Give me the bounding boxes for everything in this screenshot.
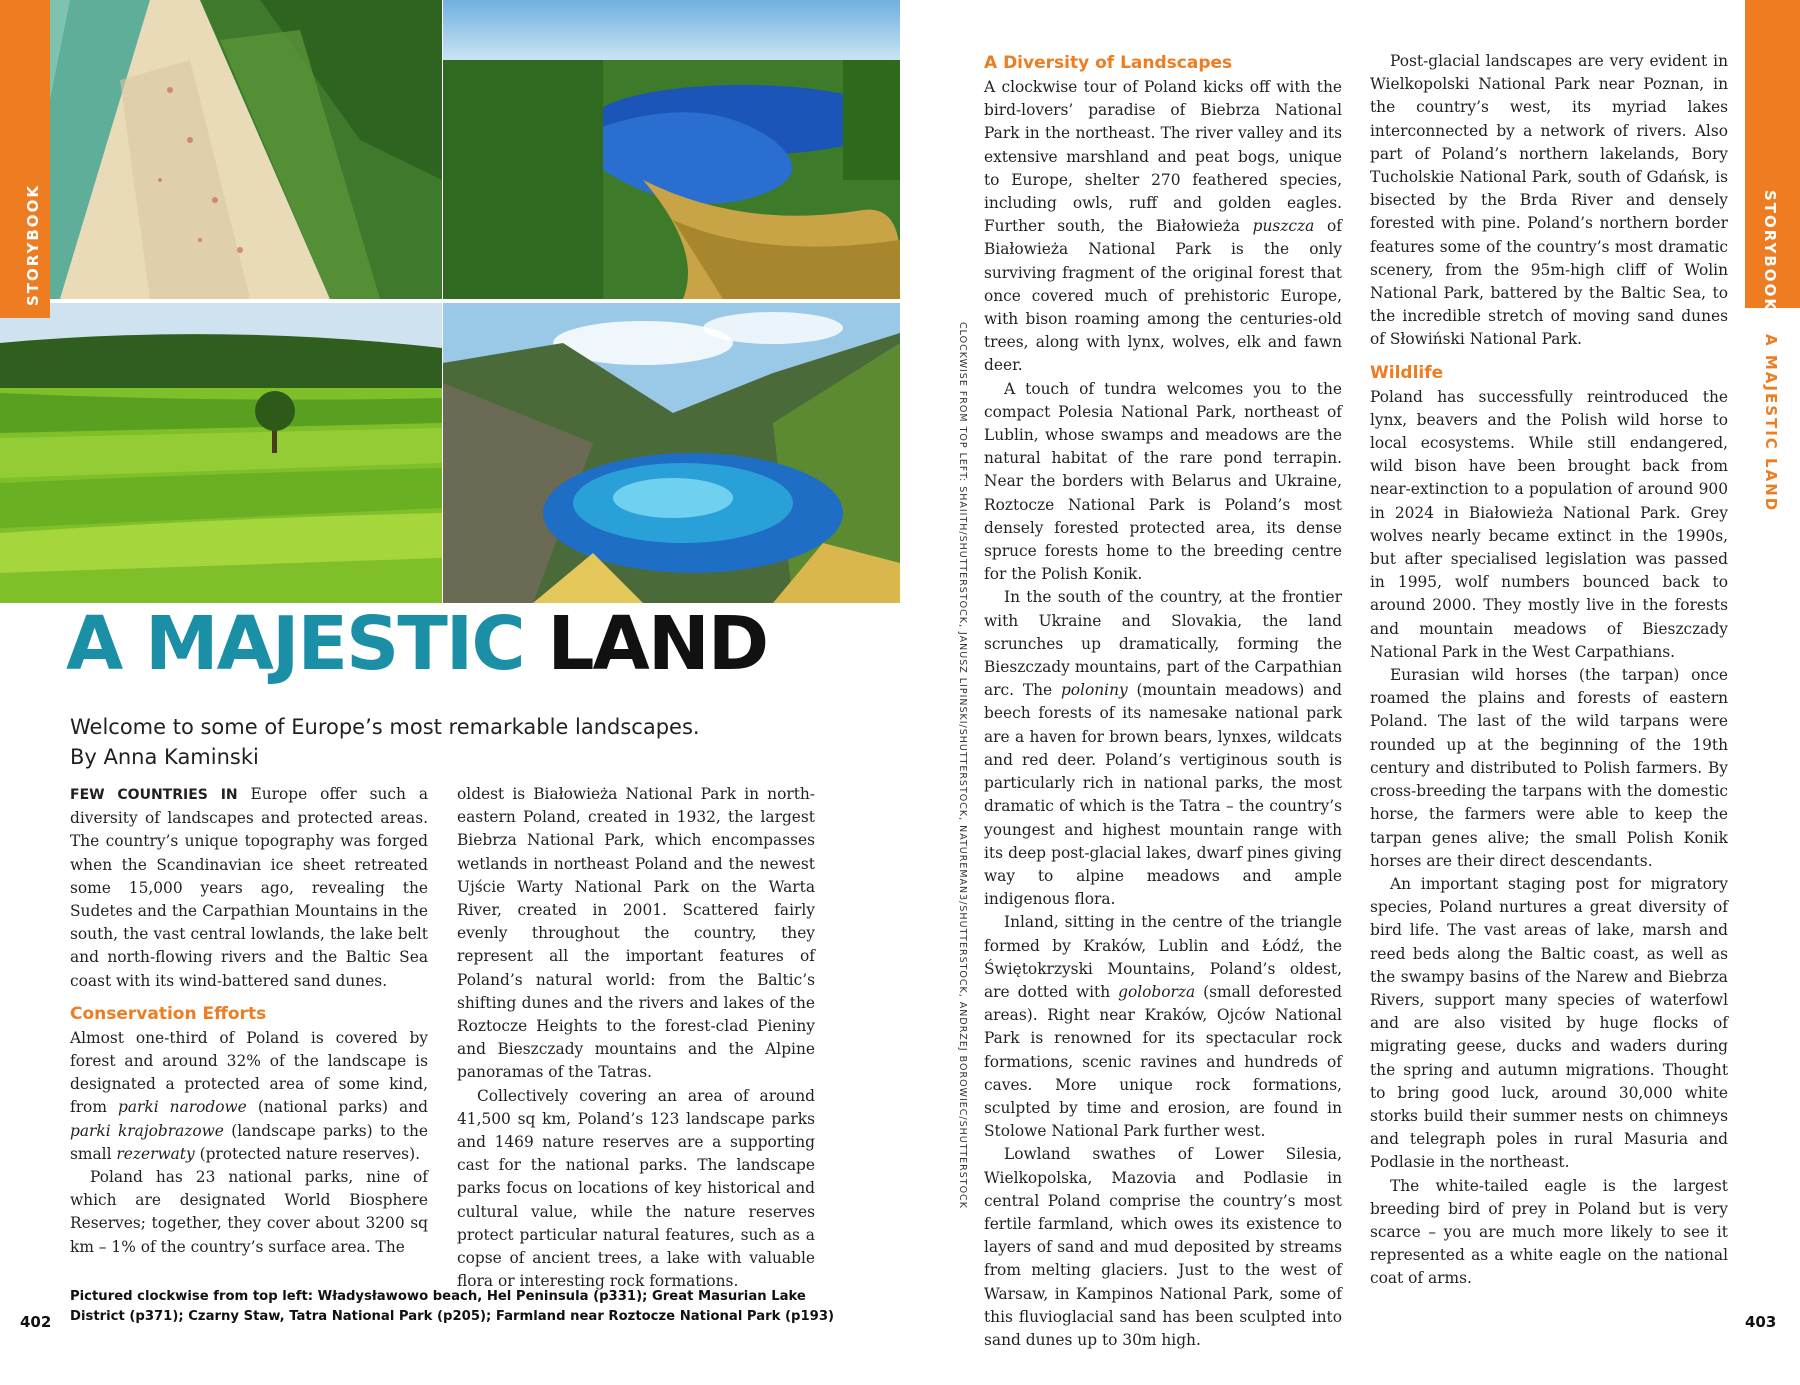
column-4 <box>1370 50 1728 1291</box>
paragraph: The white-tailed eagle is the largest breeding bird of prey in Poland but is very scarce – you are much more likely to see it represented as a white eagle on the national coat of arms. <box>1370 1176 1728 1288</box>
lead-in: FEW COUNTRIES IN <box>70 787 238 803</box>
paragraph: Post-glacial landscapes are very evident in Wielkopolski National Park near Poznan, in the country’s west, its myriad lakes interconnected by a network of rivers. Also part of Poland’s northern lakelands, Bory Tucholskie National Park, south of Gdańsk, is bisected by the Brda River and densely forested with pine. Poland’s northern border features some of the country’s most dramatic scenery, from the 95m-high cliff of Wolin National Park, battered by the Baltic Sea, to the incredible stretch of moving sand dunes of Słowiński National Park. <box>1370 52 1728 349</box>
farmland-photo <box>0 303 442 603</box>
heading-diversity-of-landscapes: A Diversity of Landscapes <box>984 53 1233 73</box>
standfirst-text: Welcome to some of Europe’s most remarkable landscapes. <box>70 715 700 739</box>
paragraph: In the south of the country, at the frontier with Ukraine and Slovakia, the land scrunches up dramatically, forming the Bieszczady mountains, part of the Carpathian arc. The poloniny (mountain meadows) and beech forests of its namesake national park are a haven for brown bears, lynxes, wildcats and red deer. Poland’s vertiginous south is particularly rich in national parks, the most dramatic of which is the Tatra – the country’s youngest and highest mountain range with its deep post-glacial lakes, dwarf pines giving way to alpine meadows and ample indigenous flora. <box>984 588 1342 909</box>
photo-caption: Pictured clockwise from top left: Władysławowo beach, Hel Peninsula (p331); Great Masurian Lake District (p371); Czarny Staw, Tatra National Park (p205); Farmland near Roztocze National Park (p193) <box>70 1289 835 1324</box>
paragraph: Collectively covering an area of around 41,500 sq km, Poland’s 123 landscape parks and 1469 nature reserves are a supporting cast for the national parks. The landscape parks focus on locations of key historical and cultural value, while the nature reserves protect particular natural features, such as a copse of ancient trees, a lake with valuable flora or interesting rock formations. <box>457 1086 815 1291</box>
byline: By Anna Kaminski <box>70 745 259 769</box>
beach-photo <box>0 0 442 299</box>
paragraph: Almost one-third of Poland is covered by forest and around 32% of the landscape is designated a protected area of some kind, from parki narodowe (national parks) and parki krajobrazowe (landscape parks) to the small rezerwaty (protected nature reserves). <box>70 1028 429 1163</box>
left-tab-label: STORYBOOK <box>24 184 42 306</box>
column-2 <box>457 783 815 1293</box>
page-number-right: 403 <box>1745 1313 1777 1331</box>
paragraph: oldest is Białowieża National Park in north-eastern Poland, created in 1932, the largest Biebrza National Park, which encompasses wetlands in northeast Poland and the newest Ujście Warty National Park on the Warta River, created in 2001. Scattered fairly evenly throughout the country, they represent all the important features of Poland’s natural world: from the Baltic’s shifting dunes and the rivers and lakes of the Roztocze Heights to the forest-clad Pieniny and Bieszczady mountains and the Alpine panoramas of the Tatras. <box>457 785 815 1082</box>
page-number-left: 402 <box>20 1313 52 1331</box>
photo-credit: CLOCKWISE FROM TOP LEFT: SHAIITH/SHUTTERSTOCK, JANUSZ LIPINSKI/SHUTTERSTOCK, NATUREMAN3/SHUTTERSTOCK, ANDRZEJ BOROWIEC/SHUTTERSTOCK <box>957 322 968 1209</box>
heading-wildlife: Wildlife <box>1370 362 1444 383</box>
right-section-tab <box>1745 0 1800 312</box>
column-1 <box>70 783 428 1259</box>
title-part-blue: A MAJESTIC <box>66 601 524 687</box>
paragraph: Lowland swathes of Lower Silesia, Wielkopolska, Mazovia and Podlasie in central Poland comprise the country’s most fertile farmland, which owes its existence to layers of sand and mud deposited by streams from melting glaciers. Just to the west of Warsaw, in Kampinos National Park, some of this fluvioglacial sand has been sculpted into sand dunes up to 30m high. <box>984 1145 1342 1349</box>
lake-district-photo <box>443 0 900 299</box>
title-part-black: LAND <box>547 601 768 687</box>
paragraph: A touch of tundra welcomes you to the compact Polesia National Park, northeast of Lublin, whose swamps and meadows are the natural habitat of the rare pond terrapin. Near the borders with Belarus and Ukraine, Roztocze National Park is Poland’s most densely forested protected area, its dense spruce forests home to the breeding centre for the Polish Konik. <box>984 379 1342 584</box>
paragraph: Inland, sitting in the centre of the triangle formed by Kraków, Lublin and Łódź, the Świętokrzyski Mountains, Poland’s oldest, are dotted with goloborza (small deforested areas). Right near Kraków, Ojców National Park is renowned for its spectacular rock formations, scenic ravines and hundreds of caves. More unique rock formations, sculpted by time and erosion, are found in Stolowe National Park further west. <box>984 913 1342 1141</box>
intro-paragraph: FEW COUNTRIES IN Europe offer such a diversity of landscapes and protected areas. The country’s unique topography was forged when the Scandinavian ice sheet retreated some 15,000 years ago, revealing the Sudetes and the Carpathian Mountains in the south, the vast central lowlands, the lake belt and north-flowing rivers and the Baltic Sea coast with its wind-battered sand dunes. <box>70 785 428 990</box>
paragraph: Poland has 23 national parks, nine of which are designated World Biosphere Reserves; together, they cover about 3200 sq km – 1% of the country’s surface area. The <box>70 1168 428 1256</box>
tatra-lake-photo <box>443 303 900 603</box>
left-section-tab <box>0 0 50 318</box>
paragraph: A clockwise tour of Poland kicks off with the bird-lovers’ paradise of Biebrza National Park in the northeast. The river valley and its extensive marshland and peat bogs, unique to Europe, shelter 270 feathered species, including owls, ruff and golden eagles. Further south, the Białowieża puszcza of Białowieża National Park is the only surviving fragment of the original forest that once covered much of prehistoric Europe, with bison roaming among the centuries-old trees, along with lynx, wolves, elk and fawn deer. <box>984 78 1342 375</box>
column-3 <box>984 50 1342 1352</box>
paragraph: An important staging post for migratory species, Poland nurtures a great diversity of bird life. The vast areas of lake, marsh and reed beds along the Baltic coast, as well as the swampy basins of the Narew and Biebrza Rivers, support many species of waterfowl and are also visited by huge flocks of migrating geese, ducks and waders during the spring and autumn migrations. Thought to bring good luck, around 30,000 white storks build their summer nests on chimneys and telegraph poles in rural Masuria and Podlasie in the northeast. <box>1370 874 1728 1172</box>
article-title <box>66 601 768 687</box>
standfirst <box>70 712 760 772</box>
paragraph: Poland has successfully reintroduced the lynx, beavers and the Polish wild horse to local ecosystems. While still endangered, wild bison have been brought back from near-extinction to a population of around 900 in 2024 in Białowieża National Park. Grey wolves nearly became extinct in the 1990s, but after specialised legislation was passed in 1995, wolf numbers bounced back to around 2000. They mostly live in the forests and mountain meadows of Bieszczady National Park in the West Carpathians. <box>1370 387 1728 661</box>
heading-conservation-efforts: Conservation Efforts <box>70 1003 267 1024</box>
paragraph: Eurasian wild horses (the tarpan) once roamed the plains and forests of eastern Poland. The last of the wild tarpans were rounded up at the beginning of the 19th century and distributed to Polish farmers. By cross-breeding the tarpans with the domestic horse, the farmers were able to keep the tarpan genes alive; the small Polish Konik horses are their direct descendants. <box>1370 666 1728 870</box>
right-tab-label: STORYBOOK <box>1761 190 1779 312</box>
right-section-title: A MAJESTIC LAND <box>1762 334 1780 513</box>
